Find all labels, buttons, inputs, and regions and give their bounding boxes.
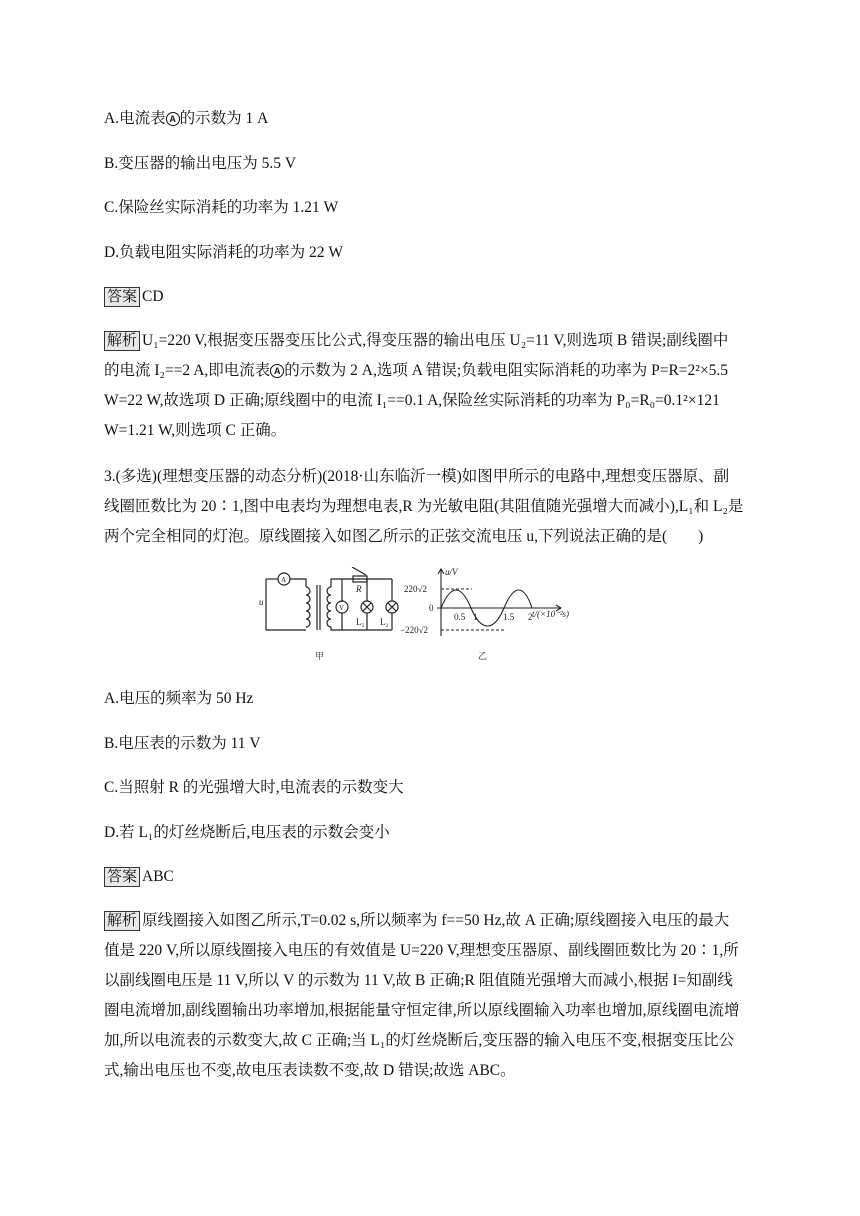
stem-line: 两个完全相同的灯泡。原线圈接入如图乙所示的正弦交流电压 u,下列说法正确的是( ) [104, 528, 704, 545]
voltmeter-letter: V [339, 604, 345, 612]
analysis-line: 圈电流增加,副线圈输出功率增加,根据能量守恒定律,所以原线圈输入功率也增加,原线圈电流增 [104, 1002, 740, 1019]
q3-answer: 答案 ABC [104, 862, 174, 892]
q3-option-b: B.电压表的示数为 11 V [104, 735, 261, 752]
q3-option-d: D.若 L₁的灯丝烧断后,电压表的示数会变小 [104, 824, 390, 841]
q3-analysis [104, 906, 764, 1086]
q2-option-a: A.电流表 A 的示数为 1 A [104, 110, 269, 127]
primary-coil [306, 587, 310, 627]
analysis-line: 解析 原线圈接入如图乙所示,T=0.02 s,所以频率为 f==50 Hz,故 A 正确;原线圈接入电压的最大 [104, 906, 764, 936]
tick-label: 2 [528, 612, 533, 622]
waveform-graph [437, 569, 561, 636]
analysis-tag: 解析 [104, 911, 140, 931]
analysis-line: 加,所以电流表的示数变大,故 C 正确;当 L₁的灯丝烧断后,变压器的输入电压不变,根据变压比公 [104, 1032, 735, 1049]
q2-answer: 答案 CD [104, 282, 164, 312]
x-axis-label: t/(×10⁻²s) [532, 609, 570, 619]
ammeter-icon: A [166, 112, 180, 126]
analysis-line: 解析 U₁=220 V,根据变压器变压比公式,得变压器的输出电压 U₂=11 V,则选项 B 错误;副线圈中 [104, 326, 764, 356]
analysis-line: W=22 W,故选项 D 正确;原线圈中的电流 I₁==0.1 A,保险丝实际消耗的功率为 P₀=R₀=0.1²×121 [104, 392, 720, 409]
analysis-line: W=1.21 W,则选项 C 正确。 [104, 422, 287, 439]
q2-option-c: C.保险丝实际消耗的功率为 1.21 W [104, 199, 339, 216]
q3-option-a: A.电压的频率为 50 Hz [104, 690, 254, 707]
origin-label: 0 [429, 603, 434, 613]
analysis-line: 式,输出电压也不变,故电压表读数不变,故 D 错误;故选 ABC。 [104, 1062, 516, 1079]
stem-line: 线圈匝数比为 20∶1,图中电表均为理想电表,R 为光敏电阻(其阻值随光强增大而减小),L₁和 L₂是 [104, 498, 744, 515]
ammeter-letter: A [281, 576, 287, 584]
y-axis-label: u/V [445, 567, 458, 577]
figure-label-jia: 甲 [315, 651, 325, 661]
q3-stem [104, 462, 764, 552]
q2-option-d: D.负载电阻实际消耗的功率为 22 W [104, 244, 343, 261]
y-max-label: 220√2 [404, 584, 427, 594]
ammeter-icon: A [270, 364, 284, 378]
l2-label: L₂ [380, 617, 389, 627]
analysis-line: 值是 220 V,所以原线圈接入电压的有效值是 U=220 V,理想变压器原、副线圈匝数比为 20∶1,所 [104, 942, 739, 959]
secondary-coil [327, 587, 331, 627]
q3-option-c: C.当照射 R 的光强增大时,电流表的示数变大 [104, 779, 404, 796]
analysis-line: 以副线圈电压是 11 V,所以 V 的示数为 11 V,故 B 正确;R 阻值随光强增大而减小,根据 I=知副线 [104, 972, 733, 989]
tick-label: 1.5 [503, 612, 515, 622]
answer-tag: 答案 [104, 287, 140, 307]
stem-line: 3.(多选)(理想变压器的动态分析)(2018·山东临沂一模)如图甲所示的电路中,理想变压器原、副 [104, 468, 730, 485]
answer-tag: 答案 [104, 867, 140, 887]
analysis-line: 的电流 I₂==2 A,即电流表 A 的示数为 2 A,选项 A 错误;负载电阻实际消耗的功率为 P=R=2²×5.5 [104, 362, 729, 379]
y-min-label: −220√2 [400, 625, 429, 635]
tick-label: 1 [473, 612, 478, 622]
l1-label: L₁ [356, 617, 365, 627]
q2-analysis [104, 326, 764, 446]
u-label: u [259, 597, 264, 607]
analysis-tag: 解析 [104, 331, 140, 351]
r-label: R [356, 584, 362, 594]
q2-option-b: B.变压器的输出电压为 5.5 V [104, 155, 297, 172]
tick-label: 0.5 [454, 612, 466, 622]
q3-figure [160, 567, 610, 672]
figure-svg [160, 567, 610, 667]
figure-label-yi: 乙 [478, 651, 488, 661]
